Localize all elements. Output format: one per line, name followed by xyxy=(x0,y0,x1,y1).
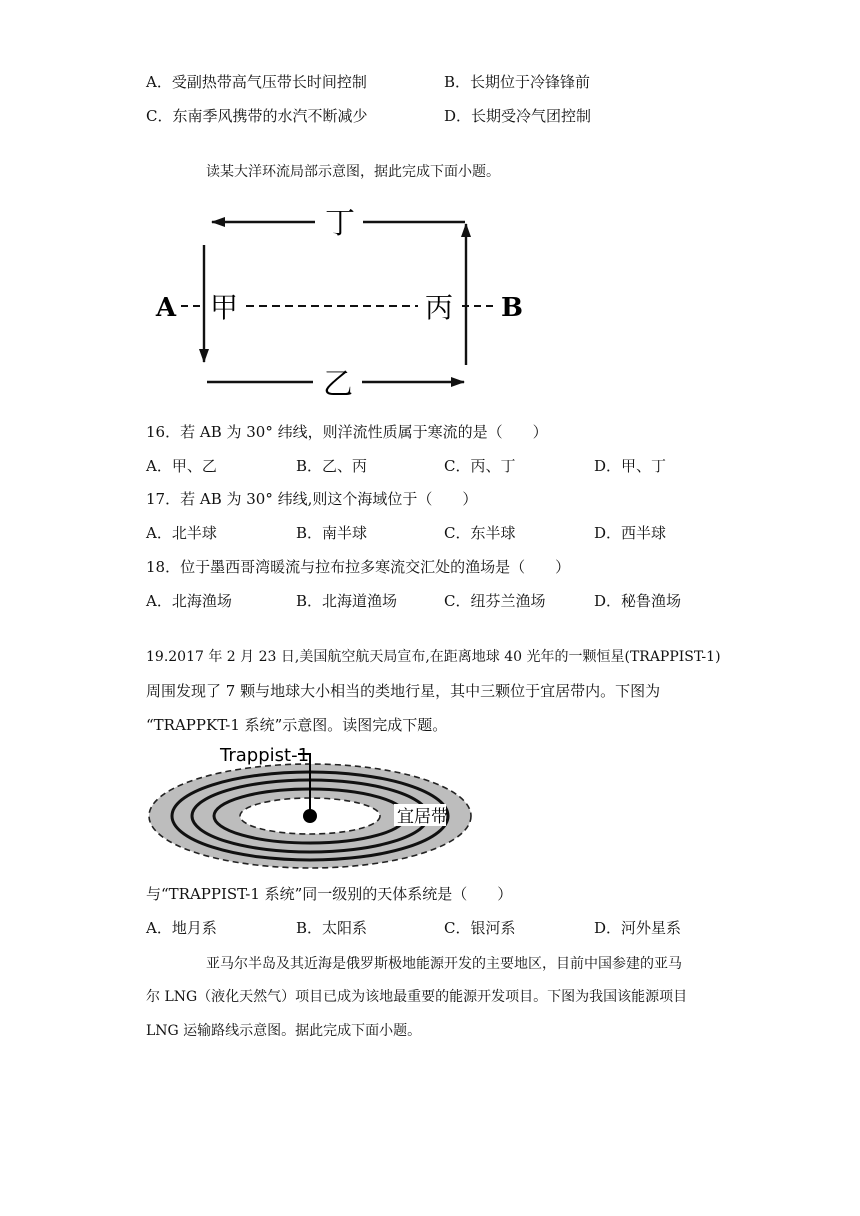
q17-option-a: A．北半球 xyxy=(146,524,217,542)
q15-option-d: D．长期受冷气团控制 xyxy=(444,107,592,125)
q19-stem-line-1: 19.2017 年 2 月 23 日,美国航空航天局宣布,在距离地球 40 光年的一颗恒星(TRAPPIST-1) xyxy=(146,649,721,665)
q18-stem: 18．位于墨西哥湾暖流与拉布拉多寒流交汇处的渔场是（ ） xyxy=(146,558,571,576)
star-label: Trappist-1 xyxy=(220,745,310,766)
q19-option-b: B．太阳系 xyxy=(296,919,368,937)
q15-option-c: C．东南季风携带的水汽不断减少 xyxy=(146,107,368,125)
label-a: A xyxy=(155,293,177,323)
q16-stem: 16．若 AB 为 30° 纬线，则洋流性质属于寒流的是（ ） xyxy=(146,423,548,441)
q16-option-b: B．乙、丙 xyxy=(296,457,368,475)
lng-intro-line-1: 亚马尔半岛及其近海是俄罗斯极地能源开发的主要地区，目前中国参建的亚马 xyxy=(206,956,682,972)
habitable-zone-label: 宜居带 xyxy=(397,807,448,827)
q19-option-a: A．地月系 xyxy=(146,919,217,937)
q19-option-d: D．河外星系 xyxy=(594,919,682,937)
q16-option-a: A．甲、乙 xyxy=(146,457,217,475)
ocean-current-diagram xyxy=(150,200,530,400)
q17-option-d: D．西半球 xyxy=(594,524,667,542)
q17-option-b: B．南半球 xyxy=(296,524,368,542)
ocean-intro: 读某大洋环流局部示意图，据此完成下面小题。 xyxy=(206,164,500,180)
q18-option-c: C．纽芬兰渔场 xyxy=(444,592,546,610)
q16-option-c: C．丙、丁 xyxy=(444,457,516,475)
q18-option-d: D．秘鲁渔场 xyxy=(594,592,682,610)
q19-stem-line-3: “TRAPPKT-1 系统”示意图。读图完成下题。 xyxy=(146,716,448,734)
trappist-system-diagram xyxy=(146,736,476,872)
q18-option-b: B．北海道渔场 xyxy=(296,592,398,610)
label-yi: 乙 xyxy=(323,367,353,400)
lng-intro-line-3: LNG 运输路线示意图。据此完成下面小题。 xyxy=(146,1023,422,1039)
q19-option-c: C．银河系 xyxy=(444,919,516,937)
q18-option-a: A．北海渔场 xyxy=(146,592,232,610)
label-ding: 丁 xyxy=(325,206,355,241)
q19-question: 与“TRAPPIST-1 系统”同一级别的天体系统是（ ） xyxy=(146,885,513,903)
q19-stem-line-2: 周围发现了 7 颗与地球大小相当的类地行星，其中三颗位于宜居带内。下图为 xyxy=(146,682,661,700)
q15-option-a: A．受副热带高气压带长时间控制 xyxy=(146,73,367,91)
q16-option-d: D．甲、丁 xyxy=(594,457,667,475)
lng-intro-line-2: 尔 LNG（液化天然气）项目已成为该地最重要的能源开发项目。下图为我国该能源项目 xyxy=(146,989,688,1005)
label-bing: 丙 xyxy=(424,291,454,324)
q15-option-b: B．长期位于冷锋锋前 xyxy=(444,73,591,91)
label-jia: 甲 xyxy=(209,291,239,324)
label-b: B xyxy=(501,293,523,323)
q17-stem: 17．若 AB 为 30° 纬线,则这个海域位于（ ） xyxy=(146,490,478,508)
q17-option-c: C．东半球 xyxy=(444,524,516,542)
